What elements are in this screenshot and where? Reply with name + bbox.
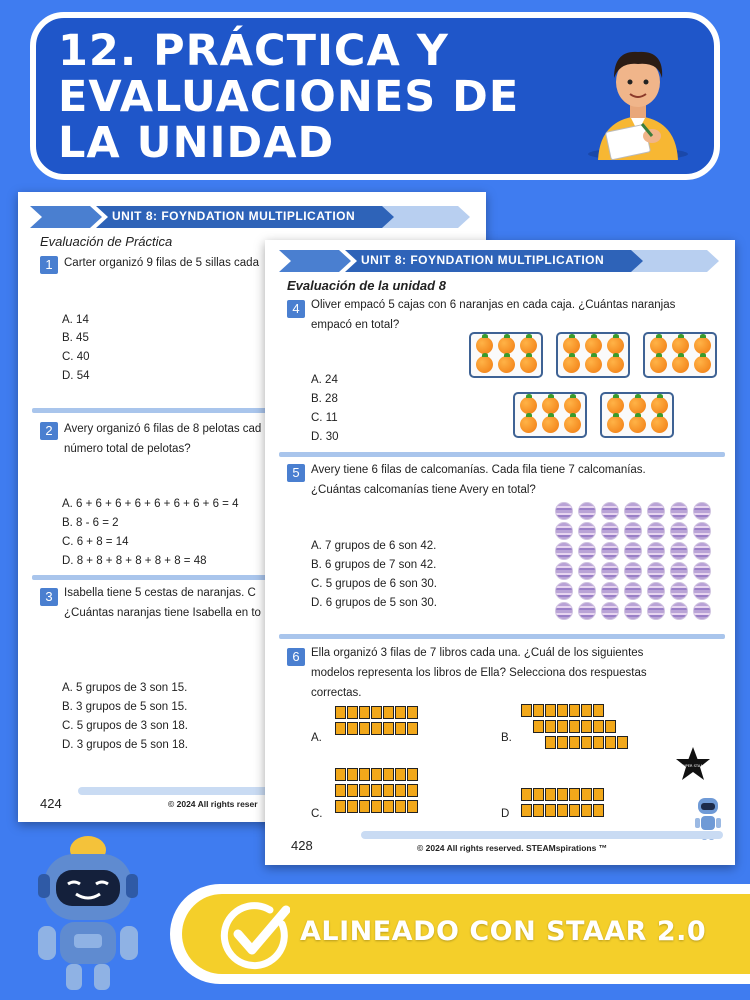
question-text-line: Oliver empacó 5 cajas con 6 naranjas en cada caja. ¿Cuántas naranjas: [311, 299, 676, 311]
copyright: © 2024 All rights reserved. STEAMspirations ™: [417, 843, 608, 853]
orange-icon: [564, 416, 581, 433]
banner-title-line-1: 12. PRÁCTICA Y: [58, 26, 449, 76]
orange-box: [600, 392, 674, 438]
question-number: 5: [287, 464, 305, 482]
sticker-icon: [555, 502, 573, 520]
robot-mascot-icon: [18, 830, 158, 995]
staar-banner-text: ALINEADO CON STAAR 2.0: [300, 916, 707, 947]
sticker-icon: [647, 542, 665, 560]
unit-ribbon-text: UNIT 8: FOYNDATION MULTIPLICATION: [112, 209, 356, 223]
answer-option[interactable]: B. 3 grupos de 5 son 15.: [62, 701, 188, 713]
orange-box: [556, 332, 630, 378]
orange-icon: [607, 416, 624, 433]
answer-option[interactable]: A. 7 grupos de 6 son 42.: [311, 540, 437, 552]
sticker-icon: [670, 522, 688, 540]
answer-option[interactable]: B. 28: [311, 393, 338, 405]
section-divider: [279, 452, 725, 457]
orange-box: [643, 332, 717, 378]
orange-icon: [694, 337, 711, 354]
sticker-icon: [555, 522, 573, 540]
sticker-icon: [647, 522, 665, 540]
sticker-icon: [601, 502, 619, 520]
sticker-icon: [624, 562, 642, 580]
staar-banner: [170, 884, 750, 984]
banner-title-line-3: LA UNIDAD: [58, 118, 335, 168]
sticker-icon: [601, 582, 619, 600]
sticker-icon: [624, 542, 642, 560]
model-label-a[interactable]: A.: [311, 732, 322, 744]
question-text-line: modelos representa los libros de Ella? Selecciona dos respuestas: [311, 667, 647, 679]
sticker-icon: [693, 562, 711, 580]
sticker-icon: [601, 542, 619, 560]
question-number: 6: [287, 648, 305, 666]
model-label-b[interactable]: B.: [501, 732, 512, 744]
answer-option[interactable]: C. 5 grupos de 6 son 30.: [311, 578, 437, 590]
unit-assessment-page: [265, 240, 735, 865]
sticker-icon: [555, 582, 573, 600]
question-number: 4: [287, 300, 305, 318]
sticker-icon: [624, 582, 642, 600]
orange-box: [513, 392, 587, 438]
sticker-icon: [693, 542, 711, 560]
sticker-icon: [624, 602, 642, 620]
sticker-icon: [624, 502, 642, 520]
sticker-icon: [647, 602, 665, 620]
sticker-icon: [670, 582, 688, 600]
sticker-icon: [647, 502, 665, 520]
orange-icon: [563, 356, 580, 373]
orange-icon: [694, 356, 711, 373]
orange-box: [469, 332, 543, 378]
answer-option[interactable]: B. 8 - 6 = 2: [62, 517, 119, 529]
sticker-icon: [693, 522, 711, 540]
model-label-c[interactable]: C.: [311, 808, 323, 820]
sticker-icon: [693, 502, 711, 520]
orange-icon: [650, 356, 667, 373]
orange-icon: [520, 356, 537, 373]
page-number: 424: [40, 796, 62, 811]
orange-icon: [564, 397, 581, 414]
sticker-icon: [578, 602, 596, 620]
orange-icon: [651, 416, 668, 433]
banner-title-line-2: EVALUACIONES DE: [58, 72, 520, 122]
badge-text: SUPER STAAR: [680, 764, 706, 768]
answer-option[interactable]: B. 6 grupos de 7 son 42.: [311, 559, 437, 571]
sticker-icon: [555, 562, 573, 580]
answer-option[interactable]: C. 5 grupos de 3 son 18.: [62, 720, 188, 732]
orange-icon: [542, 416, 559, 433]
orange-icon: [563, 337, 580, 354]
orange-icon: [585, 356, 602, 373]
book-model-b[interactable]: [521, 704, 628, 752]
sticker-icon: [693, 602, 711, 620]
sticker-icon: [670, 602, 688, 620]
orange-icon: [607, 356, 624, 373]
banner-title: [58, 28, 578, 166]
book-model-d[interactable]: [521, 788, 604, 820]
orange-icon: [542, 397, 559, 414]
sticker-grid: [555, 502, 711, 620]
answer-option[interactable]: D. 30: [311, 431, 339, 443]
book-model-a[interactable]: [335, 706, 418, 738]
orange-icon: [476, 356, 493, 373]
answer-option[interactable]: B. 45: [62, 332, 89, 344]
orange-icon: [607, 397, 624, 414]
sticker-icon: [578, 542, 596, 560]
answer-option[interactable]: D. 54: [62, 370, 90, 382]
footer-bar: [361, 831, 723, 839]
sticker-icon: [647, 562, 665, 580]
orange-icon: [672, 356, 689, 373]
question-number: 2: [40, 422, 58, 440]
question-text-line: ¿Cuántas naranjas tiene Isabella en to: [64, 607, 261, 619]
answer-option[interactable]: A. 6 + 6 + 6 + 6 + 6 + 6 + 6 + 6 = 4: [62, 498, 239, 510]
question-text-line: Ella organizó 3 filas de 7 libros cada una. ¿Cuál de los siguientes: [311, 647, 644, 659]
orange-icon: [651, 397, 668, 414]
orange-icon: [498, 356, 515, 373]
question-text-line: Avery tiene 6 filas de calcomanías. Cada fila tiene 7 calcomanías.: [311, 464, 646, 476]
section-title: Evaluación de Práctica: [40, 234, 173, 249]
orange-icon: [476, 337, 493, 354]
section-title: Evaluación de la unidad 8: [287, 278, 446, 293]
sticker-icon: [578, 502, 596, 520]
answer-option[interactable]: A. 5 grupos de 3 son 15.: [62, 682, 188, 694]
sticker-icon: [601, 562, 619, 580]
super-staar-badge-icon: [675, 746, 711, 782]
sticker-icon: [624, 522, 642, 540]
question-text-line: Isabella tiene 5 cestas de naranjas. C: [64, 587, 256, 599]
sticker-icon: [693, 582, 711, 600]
orange-icon: [520, 416, 537, 433]
question-text-line: ¿Cuántas calcomanías tiene Avery en total?: [311, 484, 536, 496]
sticker-icon: [601, 522, 619, 540]
orange-icon: [520, 337, 537, 354]
question-text-line: número total de pelotas?: [64, 443, 191, 455]
sticker-icon: [578, 562, 596, 580]
question-number: 3: [40, 588, 58, 606]
sticker-icon: [647, 582, 665, 600]
question-text-line: empacó en total?: [311, 319, 400, 331]
title-banner: [30, 12, 720, 180]
orange-icon: [498, 337, 515, 354]
question-text-line: correctas.: [311, 687, 362, 699]
answer-option[interactable]: A. 24: [311, 374, 338, 386]
orange-icon: [607, 337, 624, 354]
unit-ribbon-text: UNIT 8: FOYNDATION MULTIPLICATION: [361, 253, 605, 267]
checkmark-icon: [220, 900, 290, 970]
orange-icon: [585, 337, 602, 354]
page-number: 428: [291, 838, 313, 853]
orange-icon: [629, 397, 646, 414]
orange-icon: [672, 337, 689, 354]
answer-option[interactable]: D. 3 grupos de 5 son 18.: [62, 739, 188, 751]
staar-banner-inner: [182, 894, 750, 974]
sticker-icon: [578, 582, 596, 600]
sticker-icon: [555, 542, 573, 560]
answer-option[interactable]: C. 11: [311, 412, 338, 424]
sticker-icon: [555, 602, 573, 620]
answer-option[interactable]: C. 40: [62, 351, 90, 363]
question-number: 1: [40, 256, 58, 274]
answer-option[interactable]: A. 14: [62, 314, 89, 326]
sticker-icon: [670, 542, 688, 560]
copyright: © 2024 All rights reser: [168, 799, 258, 809]
answer-option[interactable]: D. 6 grupos de 5 son 30.: [311, 597, 437, 609]
answer-option[interactable]: C. 6 + 8 = 14: [62, 536, 129, 548]
student-writing-illustration: [578, 32, 698, 162]
model-label-d[interactable]: D: [501, 808, 510, 820]
sticker-icon: [670, 502, 688, 520]
section-divider: [279, 634, 725, 639]
question-text: Carter organizó 9 filas de 5 sillas cada: [64, 257, 259, 269]
sticker-icon: [578, 522, 596, 540]
book-model-c[interactable]: [335, 768, 418, 816]
orange-icon: [520, 397, 537, 414]
sticker-icon: [670, 562, 688, 580]
sticker-icon: [601, 602, 619, 620]
question-text-line: Avery organizó 6 filas de 8 pelotas cad: [64, 423, 262, 435]
answer-option[interactable]: D. 8 + 8 + 8 + 8 + 8 + 8 = 48: [62, 555, 207, 567]
orange-icon: [629, 416, 646, 433]
orange-icon: [650, 337, 667, 354]
